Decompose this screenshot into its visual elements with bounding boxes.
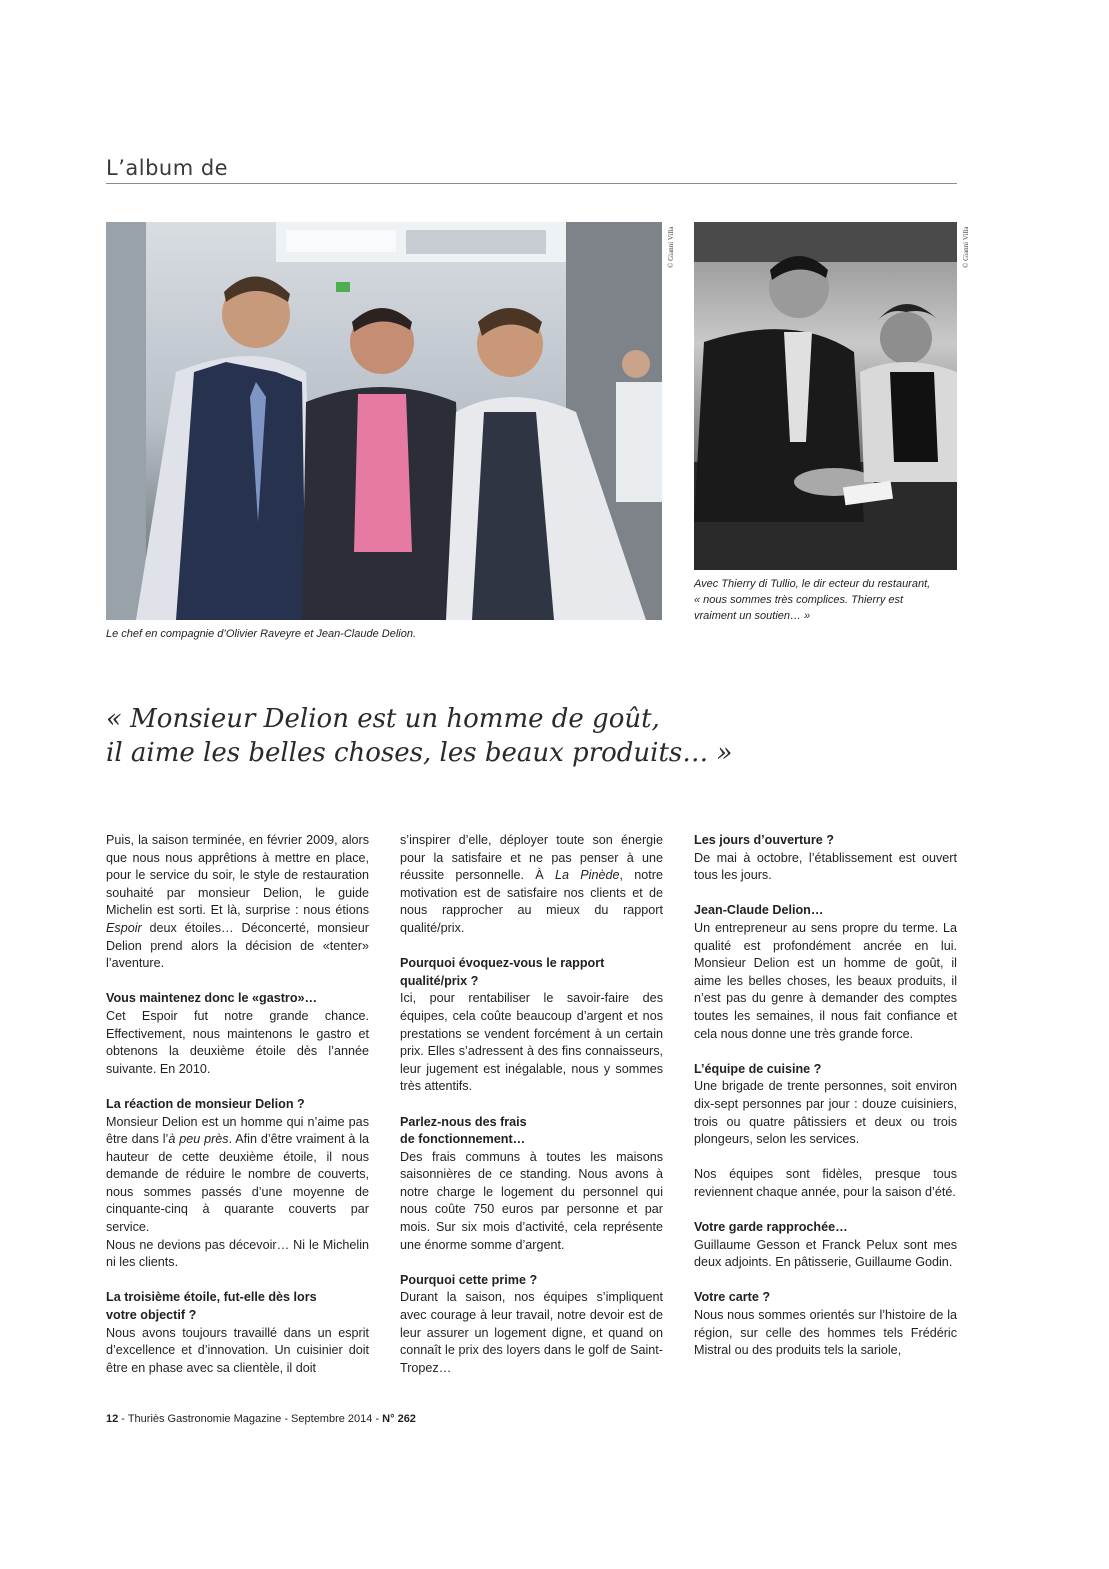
header-rule [106,183,957,184]
article-column-3 [694,832,957,1377]
pull-quote-line: il aime les belles choses, les beaux produits… » [106,738,733,768]
paragraph: De mai à octobre, l’établissement est ouvert tous les jours. [694,850,957,883]
question-heading: Votre carte ? [694,1290,771,1305]
question-heading: L’équipe de cuisine ? [694,1061,822,1076]
pull-quote-line: « Monsieur Delion est un homme de goût, [106,704,660,734]
paragraph: s’inspirer d’elle, déployer toute son énergie pour la satisfaire et ne pas penser à une réussite personnelle. À La Pinède, notre motivation est de satisfaire nos clients et de nous rapprocher au mieux du rapport qualité/prix. [400,833,663,935]
paragraph: Nous ne devions pas décevoir… Ni le Michelin ni les clients. [106,1237,369,1270]
question-heading: La réaction de monsieur Delion ? [106,1096,305,1111]
paragraph: Guillaume Gesson et Franck Pelux sont mes deux adjoints. En pâtisserie, Guillaume Godin. [694,1237,957,1270]
issue-number: N° 262 [382,1413,416,1425]
photo-chefs-kitchen [106,222,662,620]
question-heading: Jean-Claude Delion… [694,903,824,918]
question-heading: Parlez-nous des frais de fonctionnement… [400,1114,527,1147]
question-heading: La troisième étoile, fut-elle dès lors votre objectif ? [106,1290,317,1323]
article-column-2 [400,832,663,1395]
paragraph: Ici, pour rentabiliser le savoir-faire des équipes, cela coûte beaucoup d’argent et nos prestations se vendent forcément à un certain prix. Elles s’adressent à des fins connaisseurs, leur jugement est inégalable, nous y sommes très attentifs. [400,991,663,1094]
footer-text: - Thuriès Gastronomie Magazine - Septembre 2014 - [118,1413,383,1425]
page-number: 12 [106,1413,119,1425]
photo-credit: © Gianni Villa [667,226,675,268]
question-heading: Vous maintenez donc le «gastro»… [106,991,318,1006]
paragraph: Un entrepreneur au sens propre du terme. La qualité est profondément ancrée en lui. Monsieur Delion est un homme de goût, il aime les belles choses, les beaux produits, il n’est pas du genre à demander des comptes toutes les semaines, il nous fait confiance et cela nous donne une très grande force. [694,920,957,1041]
question-heading: Les jours d’ouverture ? [694,833,834,847]
photo-chef-director-bw [694,222,957,570]
caption-line: Avec Thierry di Tullio, le dir ecteur du restaurant, [694,578,931,590]
photo-caption: Le chef en compagnie d’Olivier Raveyre et Jean-Claude Delion. [106,628,417,640]
pull-quote [106,702,966,770]
paragraph: Durant la saison, nos équipes s’impliquent avec courage à leur travail, notre devoir est de leur assurer un logement digne, et quand on connaît le prix des loyers dans le golf de Saint-Tropez… [400,1290,663,1375]
question-heading: Pourquoi cette prime ? [400,1272,538,1287]
paragraph: Nous nous sommes orientés sur l’histoire de la région, sur celle des hommes tels Frédéric Mistral ou des produits tels la sariole, [694,1308,957,1358]
paragraph: Des frais communs à toutes les maisons saisonnières de ce standing. Nous avons à notre charge le logement du personnel qui nous coûte 750 euros par personne et par mois. Sur six mois d’activité, cela représente une énorme somme d’argent. [400,1149,663,1252]
page-footer [106,1413,416,1425]
article-column-1 [106,832,369,1395]
paragraph: Nos équipes sont fidèles, presque tous reviennent chaque année, pour la saison d’été. [694,1167,957,1199]
caption-line: « nous sommes très complices. Thierry est [694,594,904,606]
photo-caption [694,576,957,624]
paragraph: Nous avons toujours travaillé dans un esprit d’excellence et d’innovation. Un cuisinier doit être en phase avec sa clientèle, il doit [106,1325,369,1375]
caption-line: vraiment un soutien… » [694,610,811,622]
paragraph: Puis, la saison terminée, en février 2009, alors que nous nous apprêtions à mettre en place, pour le service du soir, le style de restauration souhaité par monsieur Delion, le guide Michelin est sorti. Et là, surprise : nous étions Espoir deux étoiles… Déconcerté, monsieur Delion prend alors la décision de «tenter» l’aventure. [106,833,369,971]
question-heading: Votre garde rapprochée… [694,1220,848,1235]
paragraph: Cet Espoir fut notre grande chance. Effectivement, nous maintenons le gastro et obtenons la deuxième étoile dès l’année suivante. En 2010. [106,1008,369,1076]
photo-credit: © Gianni Villa [962,226,970,268]
paragraph: Monsieur Delion est un homme qui n’aime pas être dans l’à peu près. Afin d’être vraiment à la hauteur de cette deuxième étoile, il nous demande de réduire le nombre de couverts, nous sommes passés d’une moyenne de cinquante-cinq à quarante couverts par service. [106,1114,370,1235]
section-label: L’album de [106,156,229,180]
paragraph: Une brigade de trente personnes, soit environ dix-sept personnes par jour : douze cuisiniers, trois ou quatre pâtissiers et deux ou trois plongeurs, selon les services. [694,1079,957,1147]
question-heading: Pourquoi évoquez-vous le rapport qualité/prix ? [400,956,605,988]
